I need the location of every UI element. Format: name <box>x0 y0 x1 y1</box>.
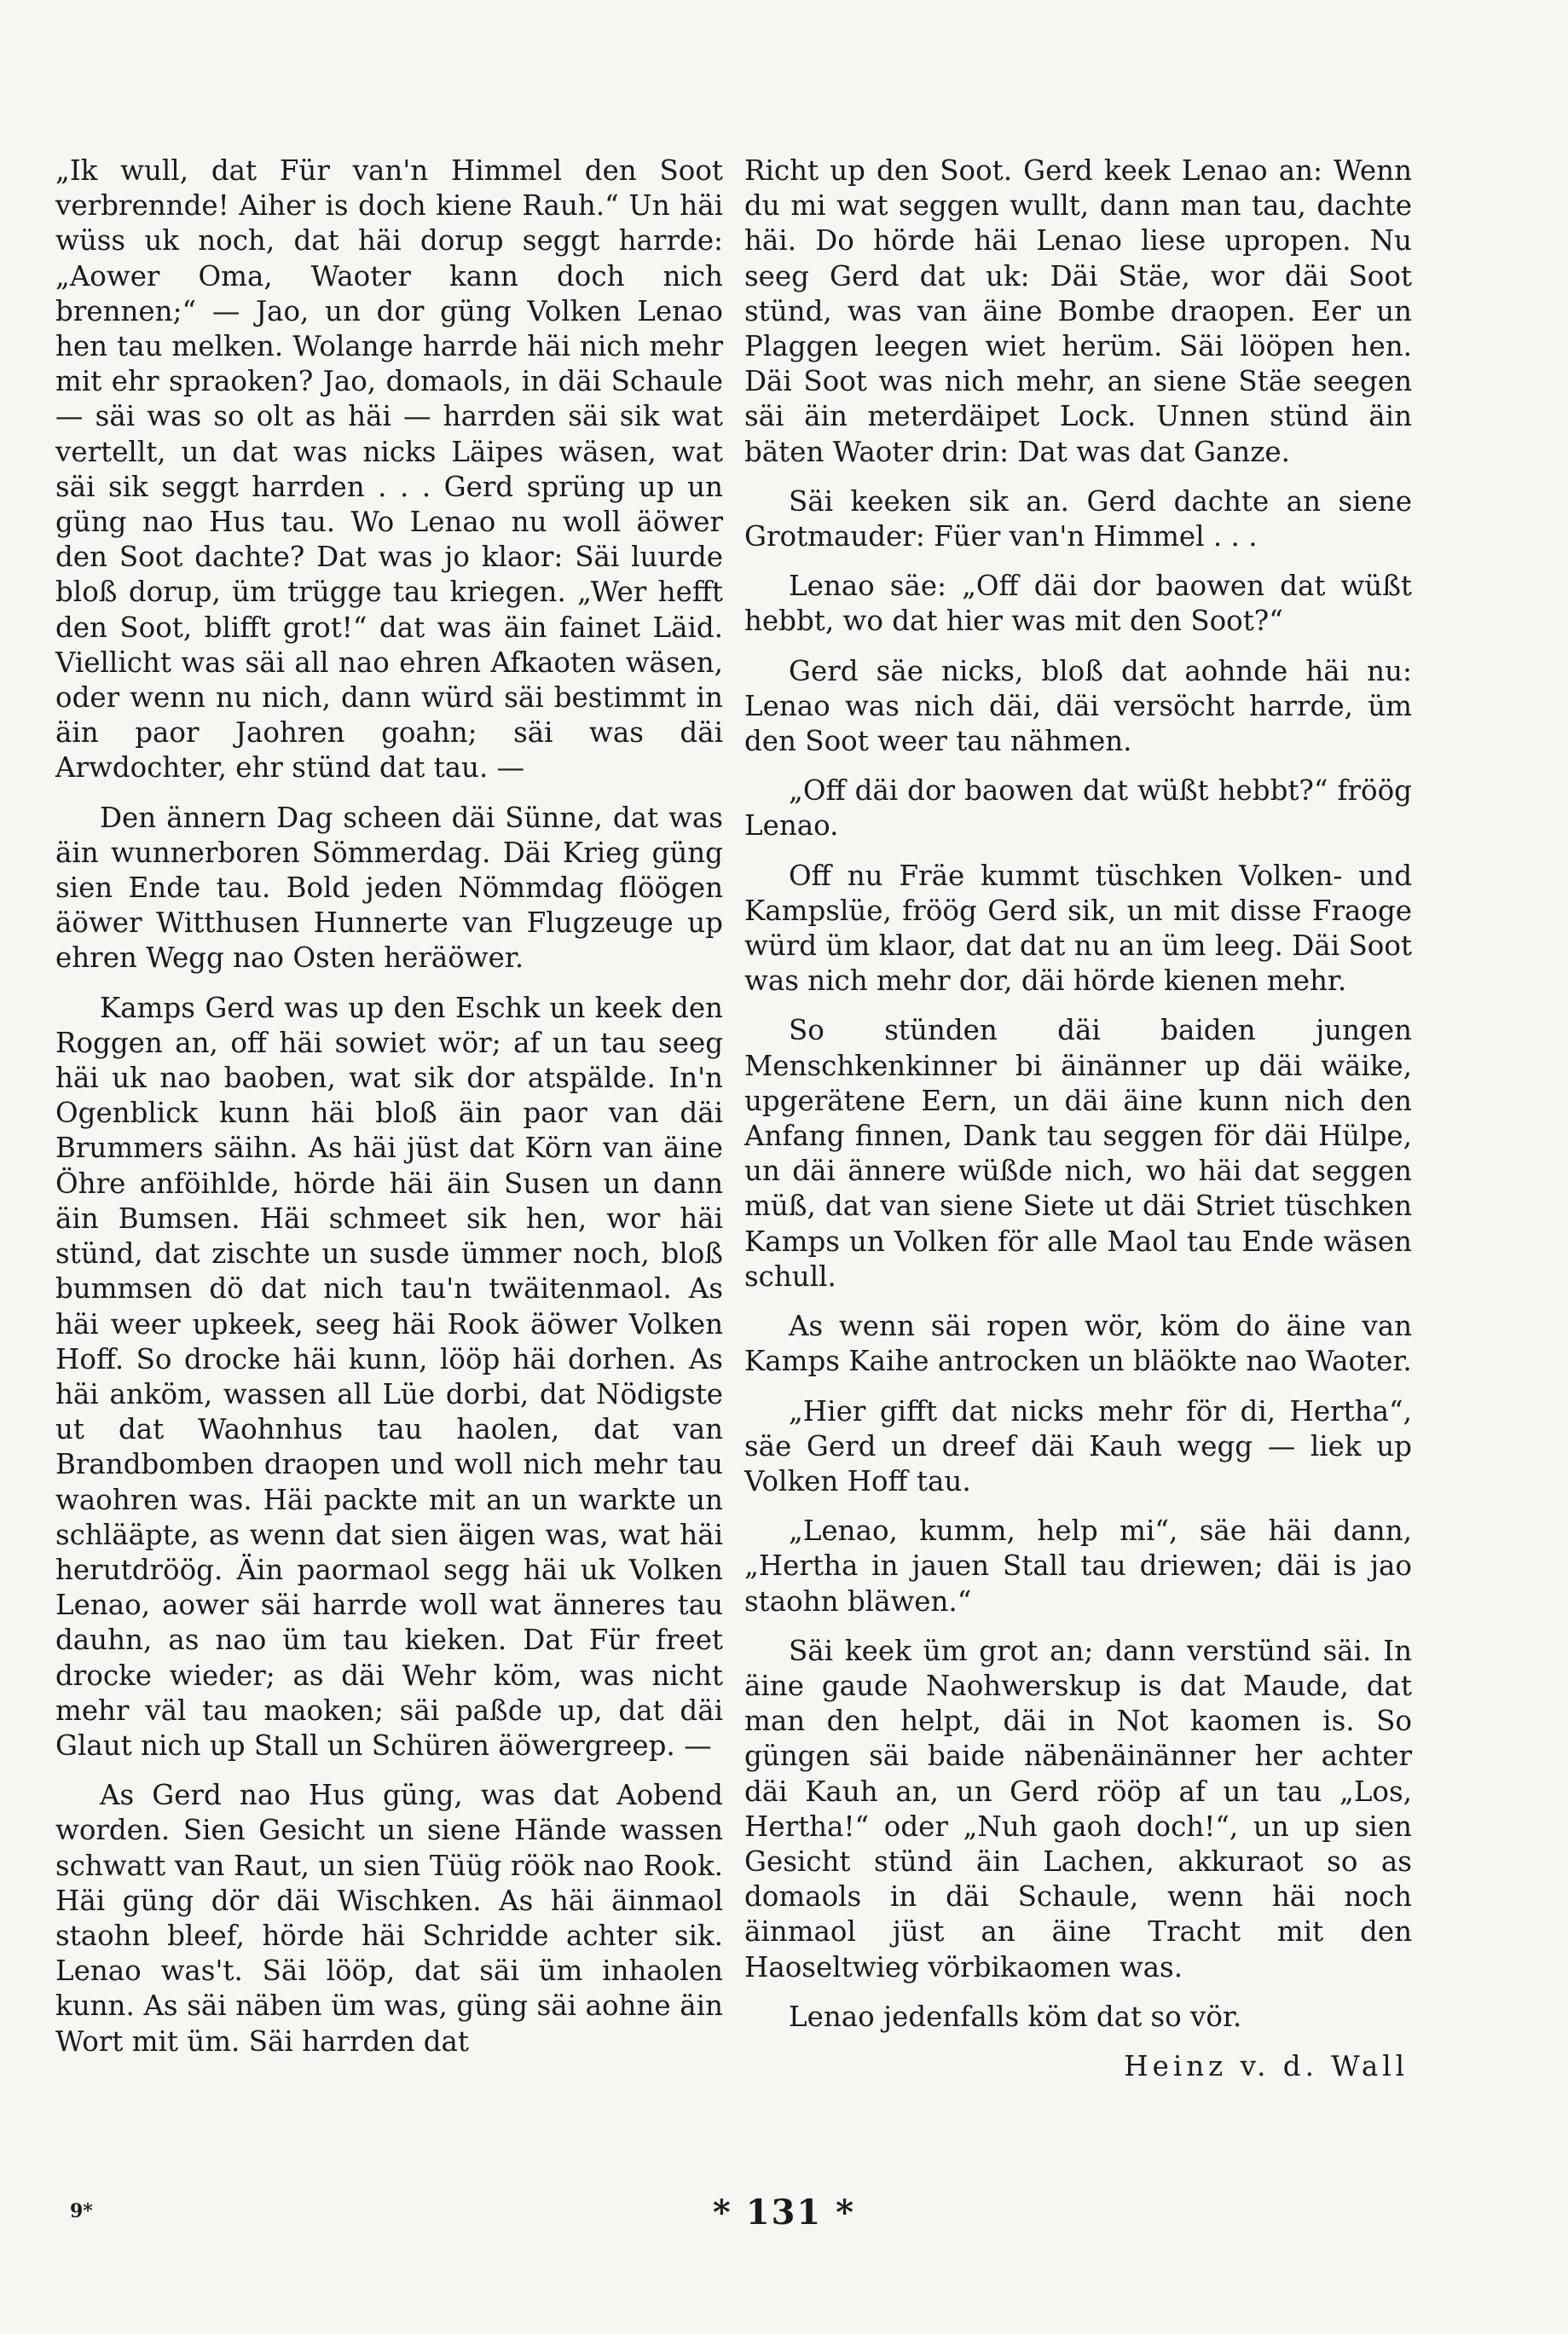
right-column <box>744 153 1412 2084</box>
paragraph: Gerd säe nicks, bloß dat aohnde häi nu: Lenao was nich däi, däi versöcht harrde, üm den Soot weer tau nähmen. <box>744 654 1412 758</box>
paragraph: As Gerd nao Hus güng, was dat Aobend worden. Sien Gesicht un siene Hände wassen schwatt van Raut, un sien Tüüg röök nao Rook. Häi güng dör däi Wischken. As häi äinmaol staohn bleef, hörde häi Schridde achter sik. Lenao was't. Säi lööp, dat säi üm inhaolen kunn. As säi näben üm was, güng säi aohne äin Wort mit üm. Säi harrden dat <box>55 1779 723 2058</box>
left-column <box>55 153 723 2059</box>
paragraph: Lenao säe: „Off däi dor baowen dat wüßt hebbt, wo dat hier was mit den Soot?“ <box>744 570 1412 638</box>
paragraph: Säi keeken sik an. Gerd dachte an siene Grotmauder: Füer van'n Himmel . . . <box>744 484 1412 553</box>
paragraph: „Off däi dor baowen dat wüßt hebbt?“ fröög Lenao. <box>744 774 1412 843</box>
paragraph: Kamps Gerd was up den Eschk un keek den Roggen an, off häi sowiet wör; af un tau seeg häi uk nao baoben, wat sik dor atspälde. In'n Ogenblick kunn häi bloß äin paor van däi Brummers säihn. As häi jüst dat Körn van äine Öhre anföihlde, hörde häi äin Susen un dann äin Bumsen. Häi schmeet sik hen, wor häi stünd, dat zischte un susde ümmer noch, bloß bummsen dö dat nich tau'n twäitenmaol. As häi weer upkeek, seeg häi Rook äöwer Volken Hoff. So drocke häi kunn, lööp häi dorhen. As häi anköm, wassen all Lüe dorbi, dat Nödigste ut dat Waohnhus tau haolen, dat van Brandbomben draopen und woll nich mehr tau waohren was. Häi packte mit an un warkte un schlääpte, as wenn dat sien äigen was, wat häi herutdröög. Äin paormaol segg häi uk Volken Lenao, aower säi harrde woll wat änneres tau dauhn, as nao üm tau kieken. Dat Für freet drocke wieder; as däi Wehr köm, was nicht mehr väl tau maoken; säi paßde up, dat däi Glaut nich up Stall un Schüren äöwergreep. — <box>55 991 723 1762</box>
paragraph: Lenao jedenfalls köm dat so vör. <box>789 2000 1242 2033</box>
signature-mark: 9* <box>70 2200 93 2222</box>
page-number: * 131 * <box>712 2192 856 2233</box>
paragraph: „Ik wull, dat Für van'n Himmel den Soot verbrennde! Aiher is doch kiene Rauh.“ Un häi wüss uk noch, dat häi dorup seggt harrde: „Aower Oma, Waoter kann doch nich brennen;“ — Jao, un dor güng Volken Lenao hen tau melken. Wolange harrde häi nich mehr mit ehr spraoken? Jao, domaols, in däi Schaule — säi was so olt as häi — harrden säi sik wat vertellt, un dat was nicks Läipes wäsen, wat säi sik seggt harrden . . . Gerd sprüng up un güng nao Hus tau. Wo Lenao nu woll äöwer den Soot dachte? Dat was jo klaor: Säi luurde bloß dorup, üm trügge tau kriegen. „Wer hefft den Soot, blifft grot!“ dat was äin fainet Läid. Vielli̇cht was säi all nao ehren Afkaoten wäsen, oder wenn nu nich, dann würd säi bestimmt in äin paor Jaohren goahn; säi was däi Arwdochter, ehr stünd dat tau. — <box>55 154 723 785</box>
paragraph: Säi keek üm grot an; dann verstünd säi. In äine gaude Naohwerskup is dat Maude, dat man den helpt, däi in Not kaomen is. So güngen säi baide näbenäinänner her achter däi Kauh an, un Gerd rööp af un tau „Los, Hertha!“ oder „Nuh gaoh doch!“, un up sien Gesicht stünd äin Lachen, akkuraot so as domaols in däi Schaule, wenn häi noch äinmaol jüst an äine Tracht mit den Haoseltwieg vörbikaomen was. <box>744 1634 1412 1984</box>
paragraph: „Lenao, kumm, help mi“, säe häi dann, „Hertha in jauen Stall tau driewen; däi is jao staohn bläwen.“ <box>744 1514 1412 1618</box>
paragraph: So stünden däi baiden jungen Menschkenkinner bi äinänner up däi wäike, upgerätene Eern, un däi äine kunn nich den Anfang finnen, Dank tau seggen för däi Hülpe, un däi ännere wüßde nich, wo häi dat seggen müß, dat van siene Siete ut däi Striet tüschken Kamps un Volken för alle Maol tau Ende wäsen schull. <box>744 1014 1412 1293</box>
author-signature: Heinz v. d. Wall <box>1124 2049 1409 2082</box>
paragraph: Den ännern Dag scheen däi Sünne, dat was äin wunnerboren Sömmerdag. Däi Krieg güng sien Ende tau. Bold jeden Nömmdag flöögen äöwer Witthusen Hunnerte van Flugzeuge up ehren Wegg nao Osten heräöwer. <box>55 801 723 975</box>
paragraph: Off nu Fräe kummt tüschken Volken- und Kampslüe, fröög Gerd sik, un mit disse Fraoge würd üm klaor, dat dat nu an üm leeg. Däi Soot was nich mehr dor, däi hörde kienen mehr. <box>744 859 1412 998</box>
paragraph: „Hier gifft dat nicks mehr för di, Hertha“, säe Gerd un dreef däi Kauh wegg — liek up Volken Hoff tau. <box>744 1394 1412 1497</box>
paragraph: As wenn säi ropen wör, köm do äine van Kamps Kaihe antrocken un bläökte nao Waoter. <box>744 1310 1412 1378</box>
paragraph: Richt up den Soot. Gerd keek Lenao an: Wenn du mi wat seggen wullt, dann man tau, dachte häi. Do hörde häi Lenao liese upropen. Nu seeg Gerd dat uk: Däi Stäe, wor däi Soot stünd, was van äine Bombe draopen. Eer un Plaggen leegen wiet herüm. Säi lööpen hen. Däi Soot was nich mehr, an siene Stäe seegen säi äin meterdäipet Lock. Unnen stünd äin bäten Waoter drin: Dat was dat Ganze. <box>744 154 1412 468</box>
